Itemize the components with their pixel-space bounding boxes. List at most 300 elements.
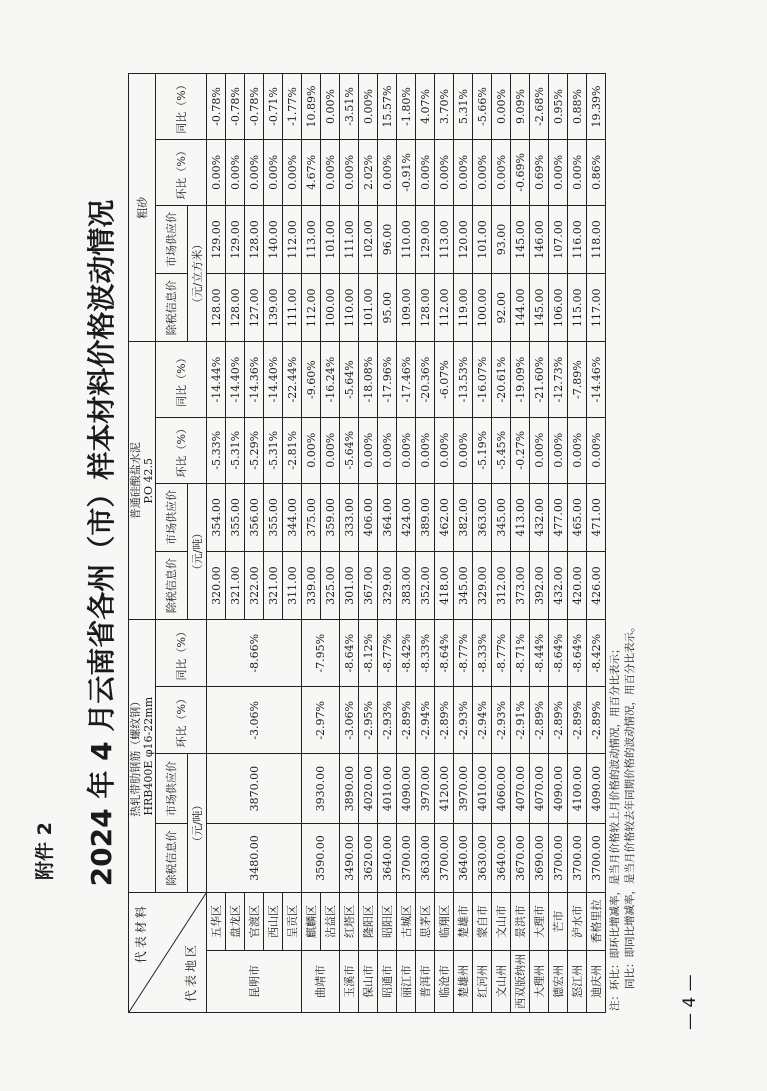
- table-row: [378, 74, 397, 1013]
- sand-value-cell: 92.00: [492, 274, 511, 342]
- note-mom: 注：环比：即环比增减率，是当月价格较上月价格的波动情况，用百分比表示；: [609, 643, 621, 1011]
- rebar-value-cell: 4020.00: [359, 754, 378, 823]
- cement-value-cell: 355.00: [264, 483, 283, 551]
- sand-value-cell: 127.00: [245, 274, 264, 342]
- sand-value-cell: 140.00: [264, 205, 283, 273]
- sand-value-cell: 146.00: [530, 205, 549, 273]
- cement-market-header: 市场供应价: [156, 483, 188, 551]
- cement-value-cell: 432.00: [530, 483, 549, 551]
- rebar-value-cell: 3640.00: [454, 823, 473, 892]
- rebar-value-cell: -8.64%: [435, 620, 454, 687]
- cement-value-cell: 355.00: [226, 483, 245, 551]
- cement-value-cell: -5.64%: [340, 417, 359, 483]
- cement-value-cell: 392.00: [530, 551, 549, 619]
- rebar-value-cell: -8.77%: [454, 620, 473, 687]
- sand-value-cell: 101.00: [321, 205, 340, 273]
- district-cell: 盘龙区: [226, 893, 245, 950]
- cement-value-cell: 359.00: [321, 483, 340, 551]
- district-cell: 思茅区: [416, 893, 435, 950]
- sand-value-cell: 113.00: [302, 205, 321, 273]
- sand-value-cell: -0.69%: [511, 139, 530, 205]
- cement-value-cell: -14.44%: [207, 342, 226, 417]
- city-cell: 普洱市: [416, 950, 435, 1012]
- sand-value-cell: 0.95%: [549, 74, 568, 140]
- sand-value-cell: 145.00: [530, 274, 549, 342]
- cement-value-cell: 382.00: [454, 483, 473, 551]
- rebar-value-cell: -8.33%: [416, 620, 435, 687]
- rebar-value-cell: -2.97%: [302, 687, 340, 754]
- cement-value-cell: -5.64%: [340, 342, 359, 417]
- cement-value-cell: 325.00: [321, 551, 340, 619]
- sand-value-cell: 0.00%: [549, 139, 568, 205]
- sand-value-cell: -5.66%: [473, 74, 492, 140]
- district-cell: 芒市: [549, 893, 568, 950]
- cement-value-cell: 420.00: [568, 551, 587, 619]
- rebar-value-cell: 3930.00: [302, 754, 340, 823]
- cement-value-cell: 375.00: [302, 483, 321, 551]
- district-cell: 官渡区: [245, 893, 264, 950]
- cement-value-cell: 406.00: [359, 483, 378, 551]
- table-row: [359, 74, 378, 1013]
- table-row: [473, 74, 492, 1013]
- sand-value-cell: 129.00: [226, 205, 245, 273]
- sand-value-cell: 115.00: [568, 274, 587, 342]
- city-cell: 文山州: [492, 950, 511, 1012]
- cement-value-cell: -17.46%: [397, 342, 416, 417]
- cement-value-cell: -5.19%: [473, 417, 492, 483]
- cement-value-cell: -12.73%: [549, 342, 568, 417]
- rebar-value-cell: 4090.00: [587, 754, 606, 823]
- cement-value-cell: 477.00: [549, 483, 568, 551]
- rebar-mom-header: 环比（%）: [156, 687, 207, 754]
- table-row: [302, 74, 321, 1013]
- cement-value-cell: 352.00: [416, 551, 435, 619]
- cement-value-cell: 432.00: [549, 551, 568, 619]
- sand-value-cell: -0.78%: [207, 74, 226, 140]
- rebar-value-cell: 3700.00: [435, 823, 454, 892]
- rebar-value-cell: 3670.00: [511, 823, 530, 892]
- city-cell: 保山市: [359, 950, 378, 1012]
- city-cell: 玉溪市: [340, 950, 359, 1012]
- rebar-value-cell: -8.33%: [473, 620, 492, 687]
- sand-market-header: 市场供应价: [156, 205, 188, 273]
- cement-value-cell: 301.00: [340, 551, 359, 619]
- city-cell: 德宏州: [549, 950, 568, 1012]
- sand-value-cell: 95.00: [378, 274, 397, 342]
- sand-value-cell: 120.00: [454, 205, 473, 273]
- cement-value-cell: 321.00: [264, 551, 283, 619]
- cement-unit: （元/吨）: [188, 483, 207, 620]
- sand-value-cell: 101.00: [359, 274, 378, 342]
- rebar-value-cell: -8.64%: [568, 620, 587, 687]
- rebar-value-cell: 3590.00: [302, 823, 340, 892]
- sand-value-cell: 0.88%: [568, 74, 587, 140]
- cement-value-cell: 471.00: [587, 483, 606, 551]
- table-corner-header: [129, 893, 207, 1013]
- cement-value-cell: -0.27%: [511, 417, 530, 483]
- rebar-value-cell: -3.06%: [340, 687, 359, 754]
- cement-value-cell: -9.60%: [302, 342, 321, 417]
- cement-value-cell: 354.00: [207, 483, 226, 551]
- sand-value-cell: 145.00: [511, 205, 530, 273]
- cement-value-cell: 383.00: [397, 551, 416, 619]
- rebar-name: 热轧带肋钢筋（螺纹钢）: [129, 695, 142, 817]
- sand-value-cell: 0.86%: [587, 139, 606, 205]
- sand-value-cell: 128.00: [416, 274, 435, 342]
- sand-value-cell: 15.57%: [378, 74, 397, 140]
- rebar-value-cell: 4120.00: [435, 754, 454, 823]
- sand-value-cell: 129.00: [416, 205, 435, 273]
- note-yoy: 同比：即同比增减率，是当月价格较去年同期价格的波动情况，用百分比表示。: [624, 621, 636, 989]
- cement-spec: P.O 42.5: [142, 457, 155, 504]
- cement-value-cell: 0.00%: [302, 417, 321, 483]
- district-cell: 沾益区: [321, 893, 340, 950]
- sand-value-cell: 112.00: [302, 274, 321, 342]
- cement-value-cell: 363.00: [473, 483, 492, 551]
- sand-value-cell: 0.00%: [568, 139, 587, 205]
- cement-value-cell: -14.40%: [226, 342, 245, 417]
- rebar-value-cell: -2.95%: [359, 687, 378, 754]
- city-cell: 丽江市: [397, 950, 416, 1012]
- rebar-value-cell: -2.93%: [378, 687, 397, 754]
- cement-value-cell: 413.00: [511, 483, 530, 551]
- rebar-value-cell: 4060.00: [492, 754, 511, 823]
- cement-value-cell: -16.24%: [321, 342, 340, 417]
- cement-value-cell: -19.09%: [511, 342, 530, 417]
- district-cell: 西山区: [264, 893, 283, 950]
- cement-value-cell: 0.00%: [587, 417, 606, 483]
- rebar-value-cell: 3890.00: [340, 754, 359, 823]
- rebar-value-cell: 3700.00: [397, 823, 416, 892]
- rebar-value-cell: -8.44%: [530, 620, 549, 687]
- cement-value-cell: 0.00%: [568, 417, 587, 483]
- cement-value-cell: 322.00: [245, 551, 264, 619]
- kunming-city-cell: 昆明市: [207, 950, 302, 1012]
- sand-value-cell: 96.00: [378, 205, 397, 273]
- cement-value-cell: 344.00: [283, 483, 302, 551]
- rebar-value-cell: -8.77%: [492, 620, 511, 687]
- sand-value-cell: 119.00: [454, 274, 473, 342]
- sand-value-cell: 0.00%: [264, 139, 283, 205]
- cement-value-cell: -5.33%: [207, 417, 226, 483]
- rebar-value-cell: -2.89%: [568, 687, 587, 754]
- rebar-value-cell: 3700.00: [587, 823, 606, 892]
- cement-value-cell: 0.00%: [435, 417, 454, 483]
- sand-value-cell: 100.00: [321, 274, 340, 342]
- cement-header: [129, 342, 156, 620]
- sand-value-cell: 106.00: [549, 274, 568, 342]
- district-cell: 五华区: [207, 893, 226, 950]
- sand-value-cell: 112.00: [283, 205, 302, 273]
- district-cell: 文山市: [492, 893, 511, 950]
- rebar-value-cell: 3490.00: [340, 823, 359, 892]
- cement-value-cell: 462.00: [435, 483, 454, 551]
- table-row: [340, 74, 359, 1013]
- rebar-value-cell: 3700.00: [549, 823, 568, 892]
- city-cell: 迪庆州: [587, 950, 606, 1012]
- cement-value-cell: -5.45%: [492, 417, 511, 483]
- cement-value-cell: 312.00: [492, 551, 511, 619]
- table-row: [530, 74, 549, 1013]
- sand-value-cell: 10.89%: [302, 74, 321, 140]
- district-cell: 香格里拉: [587, 893, 606, 950]
- page-number: — 4 —: [680, 974, 700, 1030]
- city-cell: 昭通市: [378, 950, 397, 1012]
- sand-value-cell: 0.00%: [435, 139, 454, 205]
- cement-value-cell: -2.81%: [283, 417, 302, 483]
- sand-value-cell: 110.00: [340, 274, 359, 342]
- sand-value-cell: 0.00%: [245, 139, 264, 205]
- rebar-value-cell: 4100.00: [568, 754, 587, 823]
- district-cell: 大理市: [530, 893, 549, 950]
- rebar-value-cell: -8.42%: [587, 620, 606, 687]
- cement-value-cell: -14.36%: [245, 342, 264, 417]
- rebar-value-cell: -2.89%: [549, 687, 568, 754]
- sand-value-cell: 9.09%: [511, 74, 530, 140]
- cement-value-cell: -7.89%: [568, 342, 587, 417]
- cement-value-cell: 321.00: [226, 551, 245, 619]
- district-cell: 楚雄市: [454, 893, 473, 950]
- cement-yoy-header: 同比（%）: [156, 342, 207, 417]
- city-cell: 怒江州: [568, 950, 587, 1012]
- sand-value-cell: 101.00: [473, 205, 492, 273]
- sand-value-cell: 111.00: [283, 274, 302, 342]
- district-cell: 古城区: [397, 893, 416, 950]
- sand-value-cell: 5.31%: [454, 74, 473, 140]
- sand-value-cell: 0.00%: [473, 139, 492, 205]
- sand-value-cell: 2.02%: [359, 139, 378, 205]
- cement-value-cell: 0.00%: [397, 417, 416, 483]
- corner-region-label: 代表地区: [184, 941, 198, 1002]
- table-row: [492, 74, 511, 1013]
- table-row: [207, 74, 226, 1013]
- rebar-value-cell: -2.89%: [587, 687, 606, 754]
- sand-value-cell: 128.00: [226, 274, 245, 342]
- cement-value-cell: 345.00: [492, 483, 511, 551]
- cement-value-cell: 333.00: [340, 483, 359, 551]
- cement-value-cell: 364.00: [378, 483, 397, 551]
- cement-value-cell: -5.31%: [226, 417, 245, 483]
- sand-value-cell: 118.00: [587, 205, 606, 273]
- table-row: [454, 74, 473, 1013]
- cement-value-cell: 0.00%: [549, 417, 568, 483]
- sand-value-cell: 4.67%: [302, 139, 321, 205]
- rebar-market-header: 市场供应价: [156, 754, 188, 823]
- sand-yoy-header: 同比（%）: [156, 74, 207, 140]
- sand-value-cell: 93.00: [492, 205, 511, 273]
- rebar-value-cell: -2.91%: [511, 687, 530, 754]
- rebar-value-cell: 4090.00: [549, 754, 568, 823]
- district-cell: 麒麟区: [302, 893, 321, 950]
- rebar-value-cell: -8.71%: [511, 620, 530, 687]
- qujing-city-cell: 曲靖市: [302, 950, 340, 1012]
- sand-value-cell: 3.70%: [435, 74, 454, 140]
- sand-value-cell: -0.91%: [397, 139, 416, 205]
- rebar-value-cell: 3640.00: [378, 823, 397, 892]
- city-cell: 红河州: [473, 950, 492, 1012]
- cement-value-cell: -14.40%: [264, 342, 283, 417]
- rebar-yoy-header: 同比（%）: [156, 620, 207, 687]
- table-notes: [608, 73, 638, 1013]
- district-cell: 泸水市: [568, 893, 587, 950]
- sand-value-cell: 111.00: [340, 205, 359, 273]
- cement-pretax-header: 除税信息价: [156, 551, 188, 619]
- sand-value-cell: 0.00%: [321, 74, 340, 140]
- sand-value-cell: 0.00%: [321, 139, 340, 205]
- sand-value-cell: -1.80%: [397, 74, 416, 140]
- sand-value-cell: 0.69%: [530, 139, 549, 205]
- cement-value-cell: 329.00: [378, 551, 397, 619]
- sand-value-cell: 128.00: [245, 205, 264, 273]
- sand-pretax-header: 除税信息价: [156, 274, 188, 342]
- cement-value-cell: 0.00%: [416, 417, 435, 483]
- rebar-value-cell: -2.93%: [454, 687, 473, 754]
- sand-value-cell: 0.00%: [416, 139, 435, 205]
- rebar-value-cell: -8.66%: [207, 620, 302, 687]
- district-cell: 隆阳区: [359, 893, 378, 950]
- sand-mom-header: 环比（%）: [156, 139, 207, 205]
- cement-value-cell: -21.60%: [530, 342, 549, 417]
- rebar-value-cell: 3620.00: [359, 823, 378, 892]
- cement-name: 普通硅酸盐水泥: [129, 442, 142, 520]
- sand-value-cell: 0.00%: [340, 139, 359, 205]
- rebar-value-cell: -8.77%: [378, 620, 397, 687]
- sand-value-cell: 129.00: [207, 205, 226, 273]
- sand-value-cell: 0.00%: [359, 74, 378, 140]
- cement-value-cell: -14.46%: [587, 342, 606, 417]
- rebar-value-cell: -7.95%: [302, 620, 340, 687]
- table-row: [397, 74, 416, 1013]
- cement-value-cell: -5.29%: [245, 417, 264, 483]
- table-row: [435, 74, 454, 1013]
- sand-value-cell: -2.68%: [530, 74, 549, 140]
- cement-value-cell: -17.96%: [378, 342, 397, 417]
- rebar-value-cell: 4010.00: [473, 754, 492, 823]
- table-row: [587, 74, 606, 1013]
- sand-value-cell: 0.00%: [226, 139, 245, 205]
- table-row: [511, 74, 530, 1013]
- rebar-value-cell: 4070.00: [530, 754, 549, 823]
- sand-value-cell: -0.78%: [226, 74, 245, 140]
- cement-value-cell: 373.00: [511, 551, 530, 619]
- rebar-value-cell: -8.42%: [397, 620, 416, 687]
- cement-value-cell: 0.00%: [359, 417, 378, 483]
- city-cell: 楚雄州: [454, 950, 473, 1012]
- cement-value-cell: 0.00%: [321, 417, 340, 483]
- rebar-value-cell: 3870.00: [207, 754, 302, 823]
- sand-value-cell: 116.00: [568, 205, 587, 273]
- sand-value-cell: -0.71%: [264, 74, 283, 140]
- sand-value-cell: 117.00: [587, 274, 606, 342]
- cement-value-cell: -22.44%: [283, 342, 302, 417]
- sand-value-cell: 100.00: [473, 274, 492, 342]
- sand-value-cell: 0.00%: [283, 139, 302, 205]
- rebar-value-cell: -8.64%: [340, 620, 359, 687]
- sand-value-cell: 139.00: [264, 274, 283, 342]
- city-cell: 大理州: [530, 950, 549, 1012]
- sand-value-cell: -1.77%: [283, 74, 302, 140]
- table-row: [549, 74, 568, 1013]
- rebar-value-cell: 3690.00: [530, 823, 549, 892]
- sand-value-cell: -0.78%: [245, 74, 264, 140]
- rebar-value-cell: -2.93%: [492, 687, 511, 754]
- price-table: [128, 73, 606, 1013]
- city-cell: 临沧市: [435, 950, 454, 1012]
- rebar-value-cell: -2.89%: [397, 687, 416, 754]
- rebar-value-cell: 4070.00: [511, 754, 530, 823]
- rebar-spec: HRB400E φ16-22mm: [142, 696, 155, 816]
- sand-value-cell: 0.00%: [454, 139, 473, 205]
- cement-value-cell: 465.00: [568, 483, 587, 551]
- cement-value-cell: -20.61%: [492, 342, 511, 417]
- cement-value-cell: 339.00: [302, 551, 321, 619]
- cement-value-cell: -5.31%: [264, 417, 283, 483]
- sand-value-cell: 113.00: [435, 205, 454, 273]
- cement-value-cell: -6.07%: [435, 342, 454, 417]
- sand-value-cell: 0.00%: [492, 139, 511, 205]
- sand-value-cell: -3.51%: [340, 74, 359, 140]
- district-cell: 红塔区: [340, 893, 359, 950]
- rebar-value-cell: 3630.00: [473, 823, 492, 892]
- sand-value-cell: 144.00: [511, 274, 530, 342]
- rebar-value-cell: 3630.00: [416, 823, 435, 892]
- rebar-value-cell: 4010.00: [378, 754, 397, 823]
- cement-value-cell: -18.08%: [359, 342, 378, 417]
- rebar-value-cell: -2.89%: [435, 687, 454, 754]
- cement-value-cell: 426.00: [587, 551, 606, 619]
- cement-value-cell: 424.00: [397, 483, 416, 551]
- sand-value-cell: 107.00: [549, 205, 568, 273]
- rebar-pretax-header: 除税信息价: [156, 823, 188, 892]
- district-cell: 呈贡区: [283, 893, 302, 950]
- district-cell: 临翔区: [435, 893, 454, 950]
- sand-value-cell: 109.00: [397, 274, 416, 342]
- cement-value-cell: 389.00: [416, 483, 435, 551]
- cement-value-cell: -13.53%: [454, 342, 473, 417]
- rebar-value-cell: -2.94%: [473, 687, 492, 754]
- rebar-value-cell: 3970.00: [416, 754, 435, 823]
- rebar-value-cell: 4090.00: [397, 754, 416, 823]
- cement-value-cell: 320.00: [207, 551, 226, 619]
- cement-value-cell: 0.00%: [530, 417, 549, 483]
- sand-value-cell: 0.00%: [378, 139, 397, 205]
- sand-value-cell: 128.00: [207, 274, 226, 342]
- sand-value-cell: 112.00: [435, 274, 454, 342]
- sand-value-cell: 4.07%: [416, 74, 435, 140]
- sand-value-cell: 19.39%: [587, 74, 606, 140]
- rebar-value-cell: -2.94%: [416, 687, 435, 754]
- sand-name: 粗砂: [135, 196, 149, 219]
- rebar-value-cell: -8.64%: [549, 620, 568, 687]
- sand-value-cell: 0.00%: [492, 74, 511, 140]
- cement-value-cell: 367.00: [359, 551, 378, 619]
- sand-value-cell: 0.00%: [207, 139, 226, 205]
- district-cell: 昭阳区: [378, 893, 397, 950]
- cement-value-cell: -20.36%: [416, 342, 435, 417]
- annex-label: 附件 2: [34, 822, 56, 880]
- cement-value-cell: 345.00: [454, 551, 473, 619]
- city-cell: 西双版纳州: [511, 950, 530, 1012]
- table-row: [568, 74, 587, 1013]
- cement-value-cell: 329.00: [473, 551, 492, 619]
- cement-value-cell: 356.00: [245, 483, 264, 551]
- rebar-unit: （元/吨）: [188, 754, 207, 893]
- sand-unit: （元/立方米）: [188, 205, 207, 342]
- cement-value-cell: -16.07%: [473, 342, 492, 417]
- corner-material-label: 代表材料: [134, 903, 148, 964]
- cement-mom-header: 环比（%）: [156, 417, 207, 483]
- sand-header: [129, 74, 156, 342]
